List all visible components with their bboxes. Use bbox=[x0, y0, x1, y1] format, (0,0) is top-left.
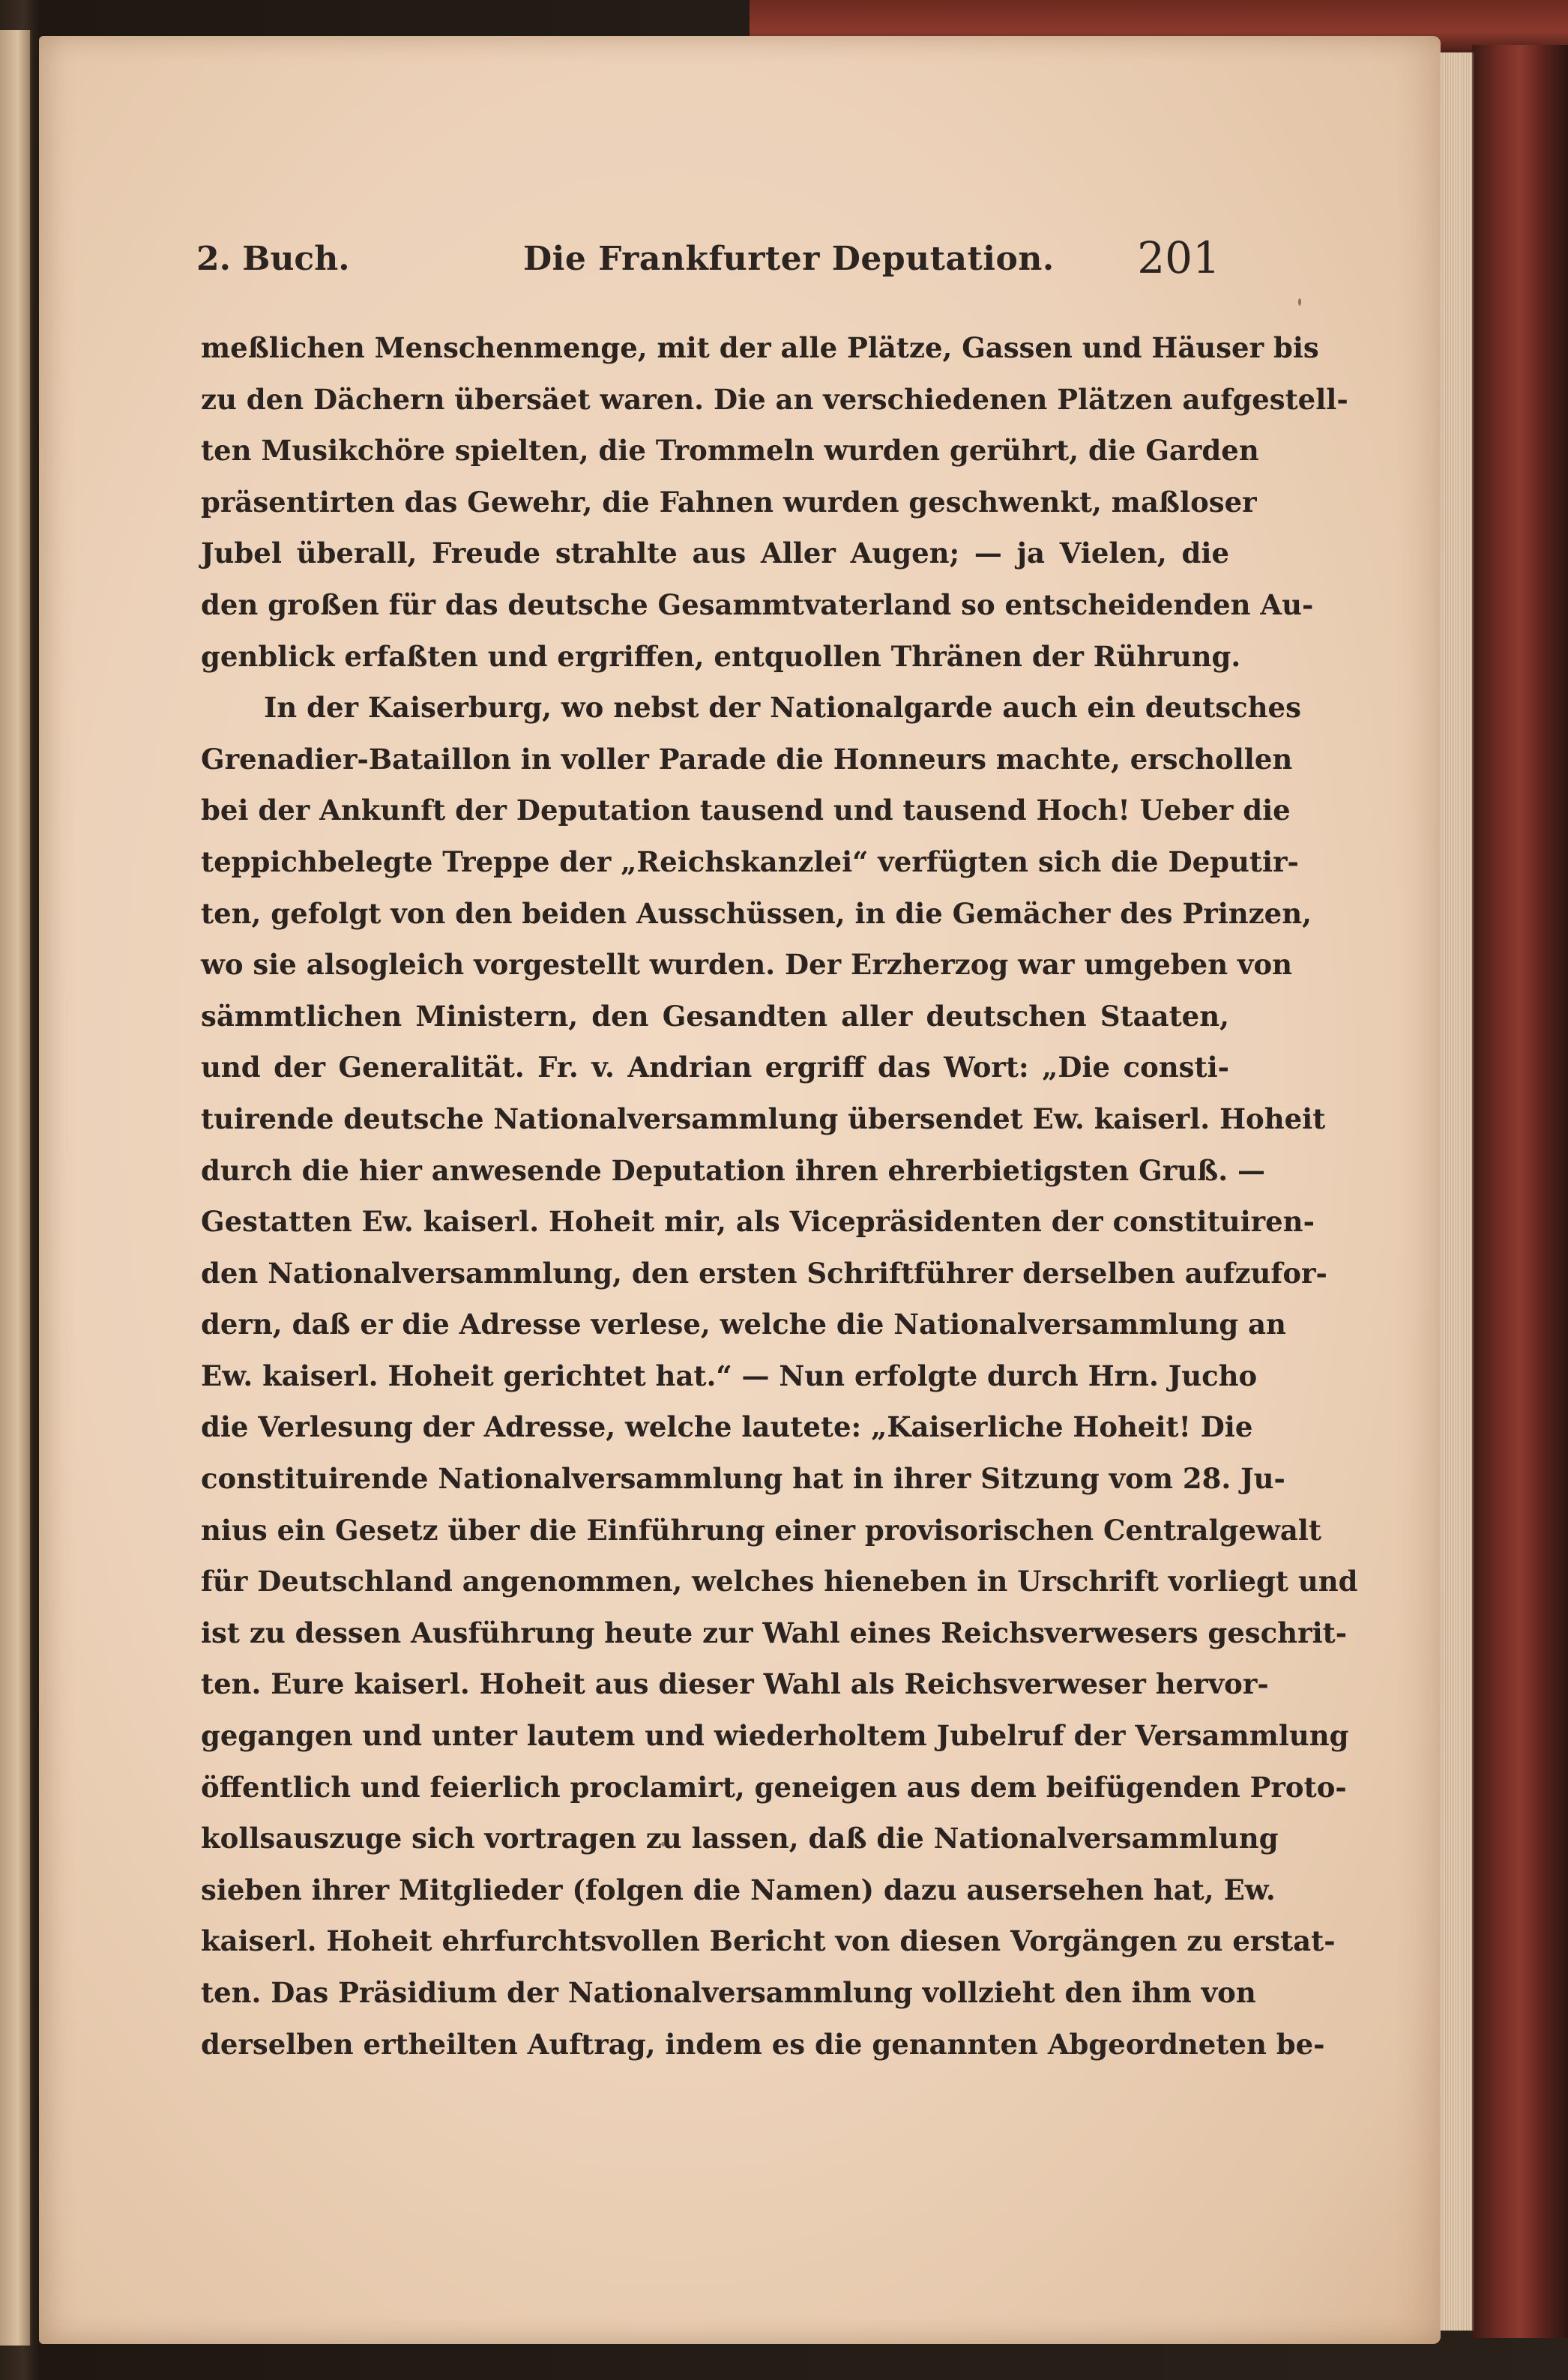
text-line: genblick erfaßten und ergriffen, entquollen Thränen der Rührung. bbox=[201, 639, 1241, 673]
text-line: ten. Das Präsidium der Nationalversammlung vollzieht den ihm von bbox=[201, 1976, 1256, 2009]
text-line: teppichbelegte Treppe der „Reichskanzlei“ verfügten sich die Deputir- bbox=[201, 845, 1299, 878]
text-line: nius ein Gesetz über die Einführung einer provisorischen Centralgewalt bbox=[201, 1513, 1321, 1547]
text-line: bei der Ankunft der Deputation tausend und tausend Hoch! Ueber die bbox=[201, 794, 1291, 827]
text-line: kaiserl. Hoheit ehrfurchtsvollen Bericht von diesen Vorgängen zu erstat- bbox=[201, 1924, 1336, 1958]
previous-page-edge bbox=[0, 30, 32, 2346]
page-number: 201 bbox=[1137, 232, 1220, 283]
text-line: die Verlesung der Adresse, welche lautete: „Kaiserliche Hoheit! Die bbox=[201, 1410, 1253, 1444]
text-line: Jubel überall, Freude strahlte aus Aller Augen; — ja Vielen, die bbox=[201, 537, 1229, 570]
text-line: wo sie alsogleich vorgestellt wurden. Der Erzherzog war umgeben von bbox=[201, 948, 1293, 982]
text-line: Grenadier-Bataillon in voller Parade die Honneurs machte, erschollen bbox=[201, 742, 1293, 776]
text-line: den großen für das deutsche Gesammtvaterland so entscheidenden Au- bbox=[201, 588, 1314, 621]
text-line: tuirende deutsche Nationalversammlung übersendet Ew. kaiserl. Hoheit bbox=[201, 1102, 1326, 1135]
text-line: gegangen und unter lautem und wiederholtem Jubelruf der Versammlung bbox=[201, 1719, 1349, 1753]
text-line: sieben ihrer Mitglieder (folgen die Namen) dazu ausersehen hat, Ew. bbox=[201, 1873, 1276, 1906]
text-line: öffentlich und feierlich proclamirt, geneigen aus dem beifügenden Proto- bbox=[201, 1770, 1347, 1804]
text-line: für Deutschland angenommen, welches hieneben in Urschrift vorliegt und bbox=[201, 1565, 1358, 1598]
text-line: zu den Dächern übersäet waren. Die an verschiedenen Plätzen aufgestell- bbox=[201, 382, 1348, 416]
text-line: den Nationalversammlung, den ersten Schriftführer derselben aufzufor- bbox=[201, 1256, 1327, 1290]
text-line: Gestatten Ew. kaiserl. Hoheit mir, als Vicepräsidenten der constituiren- bbox=[201, 1205, 1315, 1239]
ink-fleck bbox=[1298, 298, 1301, 306]
text-line: constituirende Nationalversammlung hat in ihrer Sitzung vom 28. Ju- bbox=[201, 1462, 1285, 1496]
text-line: In der Kaiserburg, wo nebst der Nationalgarde auch ein deutsches bbox=[264, 691, 1301, 725]
body-text bbox=[201, 322, 1358, 2070]
text-line: präsentirten das Gewehr, die Fahnen wurden geschwenkt, maßloser bbox=[201, 485, 1257, 519]
text-line: ten, gefolgt von den beiden Ausschüssen, in die Gemächer des Prinzen, bbox=[201, 896, 1312, 930]
text-line: Ew. kaiserl. Hoheit gerichtet hat.“ — Nun erfolgte durch Hrn. Jucho bbox=[201, 1359, 1258, 1392]
text-line: dern, daß er die Adresse verlese, welche die Nationalversammlung an bbox=[201, 1308, 1286, 1341]
text-line: kollsauszuge sich vortragen zu lassen, daß die Nationalversammlung bbox=[201, 1822, 1279, 1855]
text-line: durch die hier anwesende Deputation ihren ehrerbietigsten Gruß. — bbox=[201, 1153, 1266, 1187]
chapter-title: Die Frankfurter Deputation. bbox=[523, 240, 1055, 278]
book-label: 2. Buch. bbox=[196, 240, 350, 278]
text-line: meßlichen Menschenmenge, mit der alle Plätze, Gassen und Häuser bis bbox=[201, 331, 1319, 364]
text-line: ten. Eure kaiserl. Hoheit aus dieser Wahl als Reichsverweser hervor- bbox=[201, 1667, 1269, 1701]
running-head bbox=[196, 232, 1220, 285]
book-cover-spine bbox=[1472, 45, 1568, 2338]
page-block-edges bbox=[1441, 52, 1474, 2331]
text-line: ist zu dessen Ausführung heute zur Wahl eines Reichsverwesers geschrit- bbox=[201, 1616, 1348, 1649]
text-line: derselben ertheilten Auftrag, indem es die genannten Abgeordneten be- bbox=[201, 2027, 1325, 2061]
text-line: sämmtlichen Ministern, den Gesandten aller deutschen Staaten, bbox=[201, 999, 1229, 1033]
text-line: ten Musikchöre spielten, die Trommeln wurden gerührt, die Garden bbox=[201, 434, 1259, 468]
text-line: und der Generalität. Fr. v. Andrian ergriff das Wort: „Die consti- bbox=[201, 1051, 1229, 1084]
